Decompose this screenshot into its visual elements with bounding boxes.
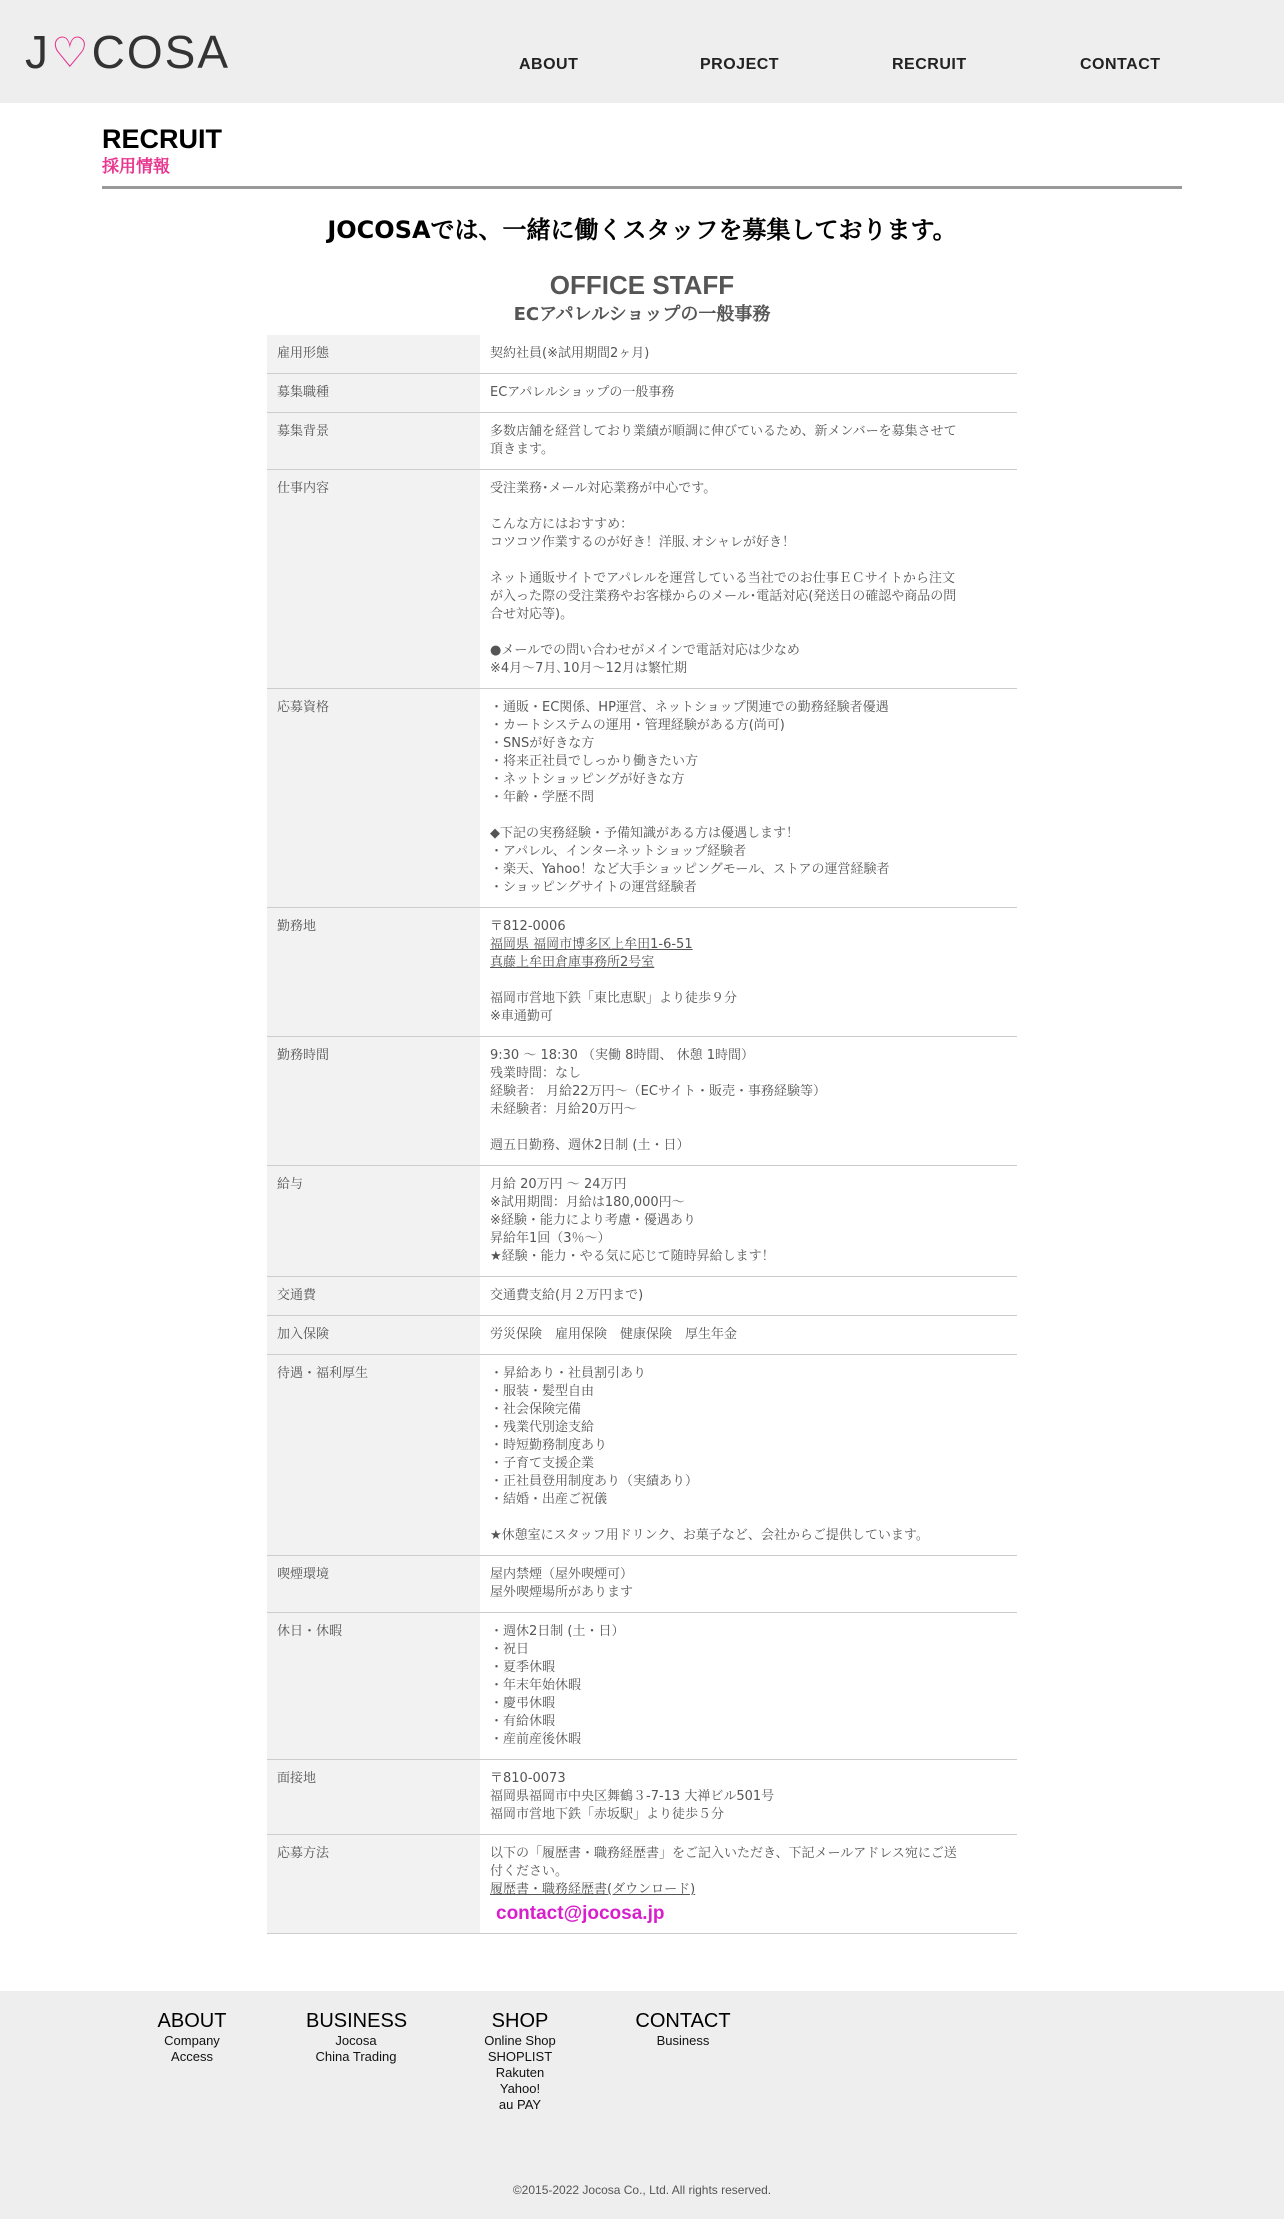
value-line: ◆下記の実務経験・予備知識がある方は優遇します！ xyxy=(490,826,799,841)
value-line: 〒812-0006 xyxy=(490,919,566,934)
table-row xyxy=(267,1165,1017,1276)
footer-link-business[interactable]: Business xyxy=(656,2033,710,2048)
value-line: ・週休2日制 (土・日） xyxy=(490,1624,625,1639)
footer-col-contact xyxy=(633,2009,733,2049)
row-value xyxy=(480,1355,1017,1555)
value-line: ・時短勤務制度あり xyxy=(490,1438,608,1453)
value-line: ・楽天、Yahoo！など大手ショッピングモール、ストアの運営経験者 xyxy=(490,862,890,877)
job-title: OFFICE STAFF xyxy=(549,270,735,300)
value-line: ・社会保険完備 xyxy=(490,1402,582,1417)
row-label: 休日・休暇 xyxy=(267,1613,480,1759)
value-line: ・昇給あり・社員割引あり xyxy=(490,1366,647,1381)
value-line: ・祝日 xyxy=(490,1642,530,1657)
row-label: 仕事内容 xyxy=(267,470,480,688)
row-label: 面接地 xyxy=(267,1760,480,1834)
row-label: 応募資格 xyxy=(267,689,480,907)
table-row xyxy=(267,373,1017,412)
value-line: こんな方にはおすすめ： xyxy=(490,517,634,532)
value-line: ★経験・能力・やる気に応じて随時昇給します！ xyxy=(490,1249,775,1264)
value-line: 福岡市営地下鉄「赤坂駅」より徒歩５分 xyxy=(490,1807,725,1822)
table-row xyxy=(267,1276,1017,1315)
row-label: 応募方法 xyxy=(267,1835,480,1933)
row-value xyxy=(480,1277,1017,1315)
value-line: ・産前産後休暇 xyxy=(490,1732,582,1747)
value-line: 経験者： 月給22万円～（ECサイト・販売・事務経験等） xyxy=(490,1084,827,1099)
value-line: ★休憩室にスタッフ用ドリンク、お菓子など、会社からご提供しています。 xyxy=(490,1528,929,1543)
site-header xyxy=(0,0,1284,103)
row-label: 交通費 xyxy=(267,1277,480,1315)
row-label: 勤務時間 xyxy=(267,1037,480,1165)
value-line xyxy=(490,972,1007,990)
row-value xyxy=(480,1037,1017,1165)
nav-recruit[interactable]: RECRUIT xyxy=(892,56,967,73)
value-line xyxy=(490,1119,1007,1137)
row-label: 雇用形態 xyxy=(267,335,480,373)
value-line: ※車通勤可 xyxy=(490,1009,553,1024)
footer-link-china-trading[interactable]: China Trading xyxy=(315,2049,397,2064)
footer-link-au-pay[interactable]: au PAY xyxy=(498,2097,542,2112)
value-line: 〒810-0073 xyxy=(490,1771,566,1786)
value-line: ・ネットショッピングが好きな方 xyxy=(490,772,685,787)
value-line: 屋内禁煙（屋外喫煙可） xyxy=(490,1567,634,1582)
value-line: ECアパレルショップの一般事務 xyxy=(490,385,675,400)
row-value xyxy=(480,1316,1017,1354)
value-line: ・アパレル、インターネットショップ経験者 xyxy=(490,844,747,859)
value-line: ※経験・能力により考慮・優遇あり xyxy=(490,1213,696,1228)
value-line: 契約社員(※試用期間2ヶ月) xyxy=(490,346,650,361)
job-subtitle: ECアパレルショップの一般事務 xyxy=(513,304,771,325)
value-line: ・正社員登用制度あり（実績あり） xyxy=(490,1474,699,1489)
value-line: 以下の「履歴書・職務経歴書」をご記入いただき、下記メールアドレス宛にご送 xyxy=(490,1846,957,1861)
value-line xyxy=(490,807,1007,825)
row-label: 募集背景 xyxy=(267,413,480,469)
value-line: 付ください。 xyxy=(490,1864,569,1879)
logo-text-cosa: COSA xyxy=(91,26,231,78)
address-link[interactable]: 福岡県 福岡市博多区上牟田1-6-51 xyxy=(490,937,693,952)
logo-text-j: J xyxy=(25,26,50,78)
row-label: 給与 xyxy=(267,1166,480,1276)
value-line: 合せ対応等)。 xyxy=(490,607,574,622)
value-line: ・有給休暇 xyxy=(490,1714,556,1729)
value-line: 屋外喫煙場所があります xyxy=(490,1585,634,1600)
footer-link-access[interactable]: Access xyxy=(171,2049,213,2064)
value-line: 交通費支給(月２万円まで) xyxy=(490,1288,644,1303)
value-line: 週五日勤務、週休2日制 (土・日） xyxy=(490,1138,690,1153)
row-label: 勤務地 xyxy=(267,908,480,1036)
row-label: 募集職種 xyxy=(267,374,480,412)
value-line: 受注業務･メール対応業務が中心です。 xyxy=(490,481,717,496)
value-line: ・服装・髪型自由 xyxy=(490,1384,595,1399)
heart-icon: ♡ xyxy=(51,28,91,76)
page-heading xyxy=(102,125,1182,177)
table-row xyxy=(267,1759,1017,1834)
footer-heading-business[interactable]: BUSINESS xyxy=(306,2010,408,2032)
row-value xyxy=(480,908,1017,1036)
row-label: 待遇・福利厚生 xyxy=(267,1355,480,1555)
table-row xyxy=(267,335,1017,373)
footer-heading-contact[interactable]: CONTACT xyxy=(635,2010,731,2032)
value-line: 福岡県福岡市中央区舞鶴３-7-13 大禅ビル501号 xyxy=(490,1789,775,1804)
footer-link-online-shop[interactable]: Online Shop xyxy=(484,2033,556,2048)
value-line: が入った際の受注業務やお客様からのメール･電話対応(発送日の確認や商品の問 xyxy=(490,589,957,604)
footer-link-shoplist[interactable]: SHOPLIST xyxy=(487,2049,553,2064)
value-line xyxy=(490,1509,1007,1527)
footer-link-jocosa[interactable]: Jocosa xyxy=(335,2033,377,2048)
nav-contact[interactable]: CONTACT xyxy=(1080,56,1161,73)
value-line: ・夏季休暇 xyxy=(490,1660,556,1675)
row-value xyxy=(480,689,1017,907)
value-line: ●メールでの問い合わせがメインで電話対応は少なめ xyxy=(490,643,800,658)
job-details-table xyxy=(267,335,1017,1934)
value-line: 未経験者：月給20万円～ xyxy=(490,1102,637,1117)
page-subtitle: 採用情報 xyxy=(102,157,170,177)
nav-project[interactable]: PROJECT xyxy=(700,56,780,73)
value-line: ・年齢・学歴不問 xyxy=(490,790,595,805)
value-line: 福岡市営地下鉄「東比恵駅」より徒歩９分 xyxy=(490,991,738,1006)
value-line: 残業時間：なし xyxy=(490,1066,582,1081)
row-value xyxy=(480,1760,1017,1834)
copyright: ©2015-2022 Jocosa Co., Ltd. All rights reserved. xyxy=(512,2183,772,2197)
table-row xyxy=(267,688,1017,907)
row-value xyxy=(480,1166,1017,1276)
value-line xyxy=(490,498,1007,516)
row-label: 喫煙環境 xyxy=(267,1556,480,1612)
row-value xyxy=(480,470,1017,688)
footer-heading-shop[interactable]: SHOP xyxy=(491,2010,549,2032)
table-row xyxy=(267,1555,1017,1612)
value-line: ・結婚・出産ご祝儀 xyxy=(490,1492,608,1507)
value-line: ・残業代別途支給 xyxy=(490,1420,595,1435)
value-line: ・通販・EC関係、HP運営、ネットショップ関連での勤務経験者優遇 xyxy=(490,700,889,715)
table-row xyxy=(267,1315,1017,1354)
row-value xyxy=(480,374,1017,412)
lead-text: JOCOSAでは、一緒に働くスタッフを募集しております。 xyxy=(327,216,957,244)
footer-col-business xyxy=(306,2009,406,2065)
value-line: ・将来正社員でしっかり働きたい方 xyxy=(490,754,699,769)
logo[interactable] xyxy=(25,26,231,78)
nav-about[interactable]: ABOUT xyxy=(519,56,579,73)
value-line: 月給 20万円 ～ 24万円 xyxy=(490,1177,627,1192)
table-row xyxy=(267,412,1017,469)
address-link[interactable]: 履歴書・職務経歴書(ダウンロード) xyxy=(490,1882,696,1897)
value-line: 昇給年1回（3％～） xyxy=(490,1231,611,1246)
value-line: ・年末年始休暇 xyxy=(490,1678,582,1693)
value-line: ネット通販サイトでアパレルを運営している当社でのお仕事ＥＣサイトから注文 xyxy=(490,571,955,586)
value-line: 労災保険 雇用保険 健康保険 厚生年金 xyxy=(490,1327,738,1342)
footer-link-company[interactable]: Company xyxy=(164,2033,220,2048)
heading-divider xyxy=(102,186,1182,189)
row-value xyxy=(480,1613,1017,1759)
value-line: 多数店舗を経営しており業績が順調に伸びているため、新メンバーを募集させて xyxy=(490,424,957,439)
footer-col-about xyxy=(157,2009,227,2065)
value-line xyxy=(490,552,1007,570)
value-line: ※4月～7月､10月～12月は繁忙期 xyxy=(490,661,688,676)
footer-heading-about[interactable]: ABOUT xyxy=(157,2010,227,2032)
table-row xyxy=(267,907,1017,1036)
footer-link-yahoo[interactable]: Yahoo! xyxy=(499,2081,541,2096)
row-value xyxy=(480,335,1017,373)
value-line: 頂きます。 xyxy=(490,442,554,457)
site-footer xyxy=(0,1991,1284,2219)
page-title: RECRUIT xyxy=(102,124,222,154)
table-row xyxy=(267,1834,1017,1933)
value-line: ・ショッピングサイトの運営経験者 xyxy=(490,880,697,895)
value-line: ※試用期間：月給は180,000円～ xyxy=(490,1195,685,1210)
row-value xyxy=(480,1556,1017,1612)
row-value xyxy=(480,1835,1017,1933)
value-line: ・子育て支援企業 xyxy=(490,1456,595,1471)
value-line: ・SNSが好きな方 xyxy=(490,736,595,751)
table-row xyxy=(267,1612,1017,1759)
footer-col-shop xyxy=(470,2009,570,2113)
contact-email-link[interactable]: contact@jocosa.jp xyxy=(496,1903,665,1924)
value-line xyxy=(490,624,1007,642)
footer-link-rakuten[interactable]: Rakuten xyxy=(495,2065,545,2080)
value-line: ・慶弔休暇 xyxy=(490,1696,556,1711)
row-value xyxy=(480,413,1017,469)
table-row xyxy=(267,469,1017,688)
value-line: 9:30 ～ 18:30 （実働 8時間、 休憩 1時間） xyxy=(490,1048,754,1063)
value-line: コツコツ作業するのが好き！洋服､オシャレが好き！ xyxy=(490,535,795,550)
address-link[interactable]: 真藤上牟田倉庫事務所2号室 xyxy=(490,955,655,970)
table-row xyxy=(267,1036,1017,1165)
value-line: ・カートシステムの運用・管理経験がある方(尚可) xyxy=(490,718,785,733)
table-row xyxy=(267,1354,1017,1555)
row-label: 加入保険 xyxy=(267,1316,480,1354)
